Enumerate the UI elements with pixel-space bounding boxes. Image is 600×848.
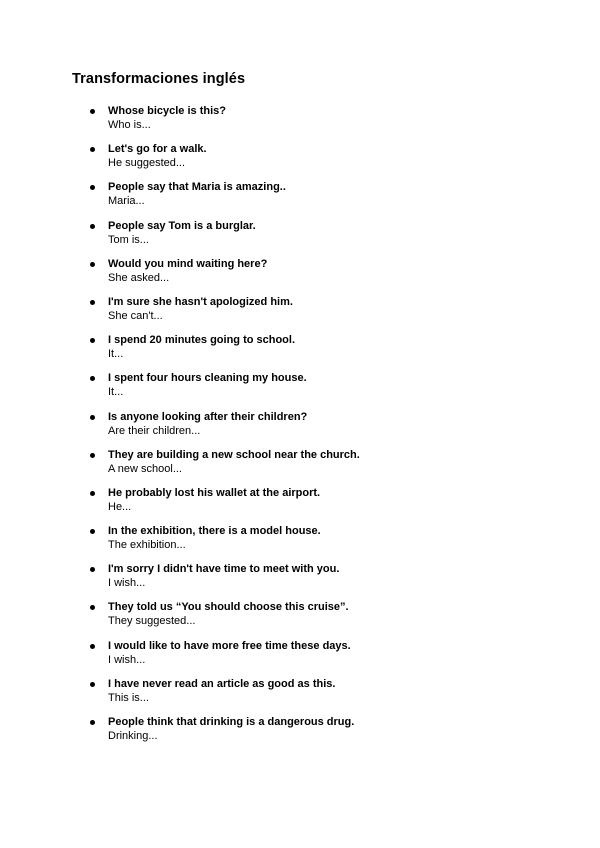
answer-prompt: She asked... <box>108 271 170 284</box>
question-text: I spend 20 minutes going to school. <box>108 334 296 347</box>
answer-prompt: The exhibition... <box>108 539 186 552</box>
question-text: Is anyone looking after their children? <box>108 410 308 423</box>
document-title: Transformaciones inglés <box>72 71 246 87</box>
question-text: In the exhibition, there is a model house. <box>108 525 321 538</box>
bullet-icon <box>90 567 95 572</box>
bullet-icon <box>90 720 95 725</box>
question-text: Whose bicycle is this? <box>108 105 226 117</box>
answer-prompt: I wish... <box>108 577 146 590</box>
answer-prompt: She can't... <box>108 309 163 322</box>
question-text: People say Tom is a burglar. <box>108 219 256 232</box>
question-text: They are building a new school near the church. <box>108 448 360 461</box>
bullet-icon <box>90 109 95 114</box>
question-text: I have never read an article as good as this. <box>108 677 336 690</box>
answer-prompt: Drinking... <box>108 730 158 742</box>
bullet-icon <box>90 644 95 649</box>
answer-prompt: A new school... <box>108 462 182 475</box>
question-text: I spent four hours cleaning my house. <box>108 372 307 385</box>
bullet-icon <box>90 491 95 496</box>
answer-prompt: I wish... <box>108 653 146 666</box>
answer-prompt: He suggested... <box>108 157 186 170</box>
question-text: Let's go for a walk. <box>108 143 207 156</box>
bullet-icon <box>90 262 95 267</box>
question-text: He probably lost his wallet at the airport. <box>108 486 321 499</box>
bullet-icon <box>90 415 95 420</box>
bullet-icon <box>90 185 95 190</box>
answer-prompt: Are their children... <box>108 424 201 437</box>
answer-prompt: It... <box>108 386 124 399</box>
bullet-icon <box>90 453 95 458</box>
bullet-icon <box>90 376 95 381</box>
answer-prompt: Maria... <box>108 195 145 208</box>
bullet-icon <box>90 529 95 534</box>
answer-prompt: Tom is... <box>108 233 149 246</box>
question-text: People say that Maria is amazing.. <box>108 181 286 194</box>
question-text: I'm sure she hasn't apologized him. <box>108 295 293 308</box>
question-text: They told us “You should choose this cruise”. <box>108 601 349 614</box>
question-text: People think that drinking is a dangerous drug. <box>108 716 355 728</box>
answer-prompt: He... <box>108 500 132 513</box>
bullet-icon <box>90 224 95 229</box>
bullet-icon <box>90 147 95 152</box>
answer-prompt: They suggested... <box>108 615 196 628</box>
question-text: I would like to have more free time these days. <box>108 639 351 652</box>
bullet-icon <box>90 300 95 305</box>
answer-prompt: Who is... <box>108 119 151 131</box>
question-text: Would you mind waiting here? <box>108 257 268 270</box>
answer-prompt: This is... <box>108 691 149 704</box>
bullet-icon <box>90 605 95 610</box>
bullet-icon <box>90 682 95 687</box>
question-text: I'm sorry I didn't have time to meet with you. <box>108 563 340 576</box>
bullet-icon <box>90 338 95 343</box>
answer-prompt: It... <box>108 348 124 361</box>
